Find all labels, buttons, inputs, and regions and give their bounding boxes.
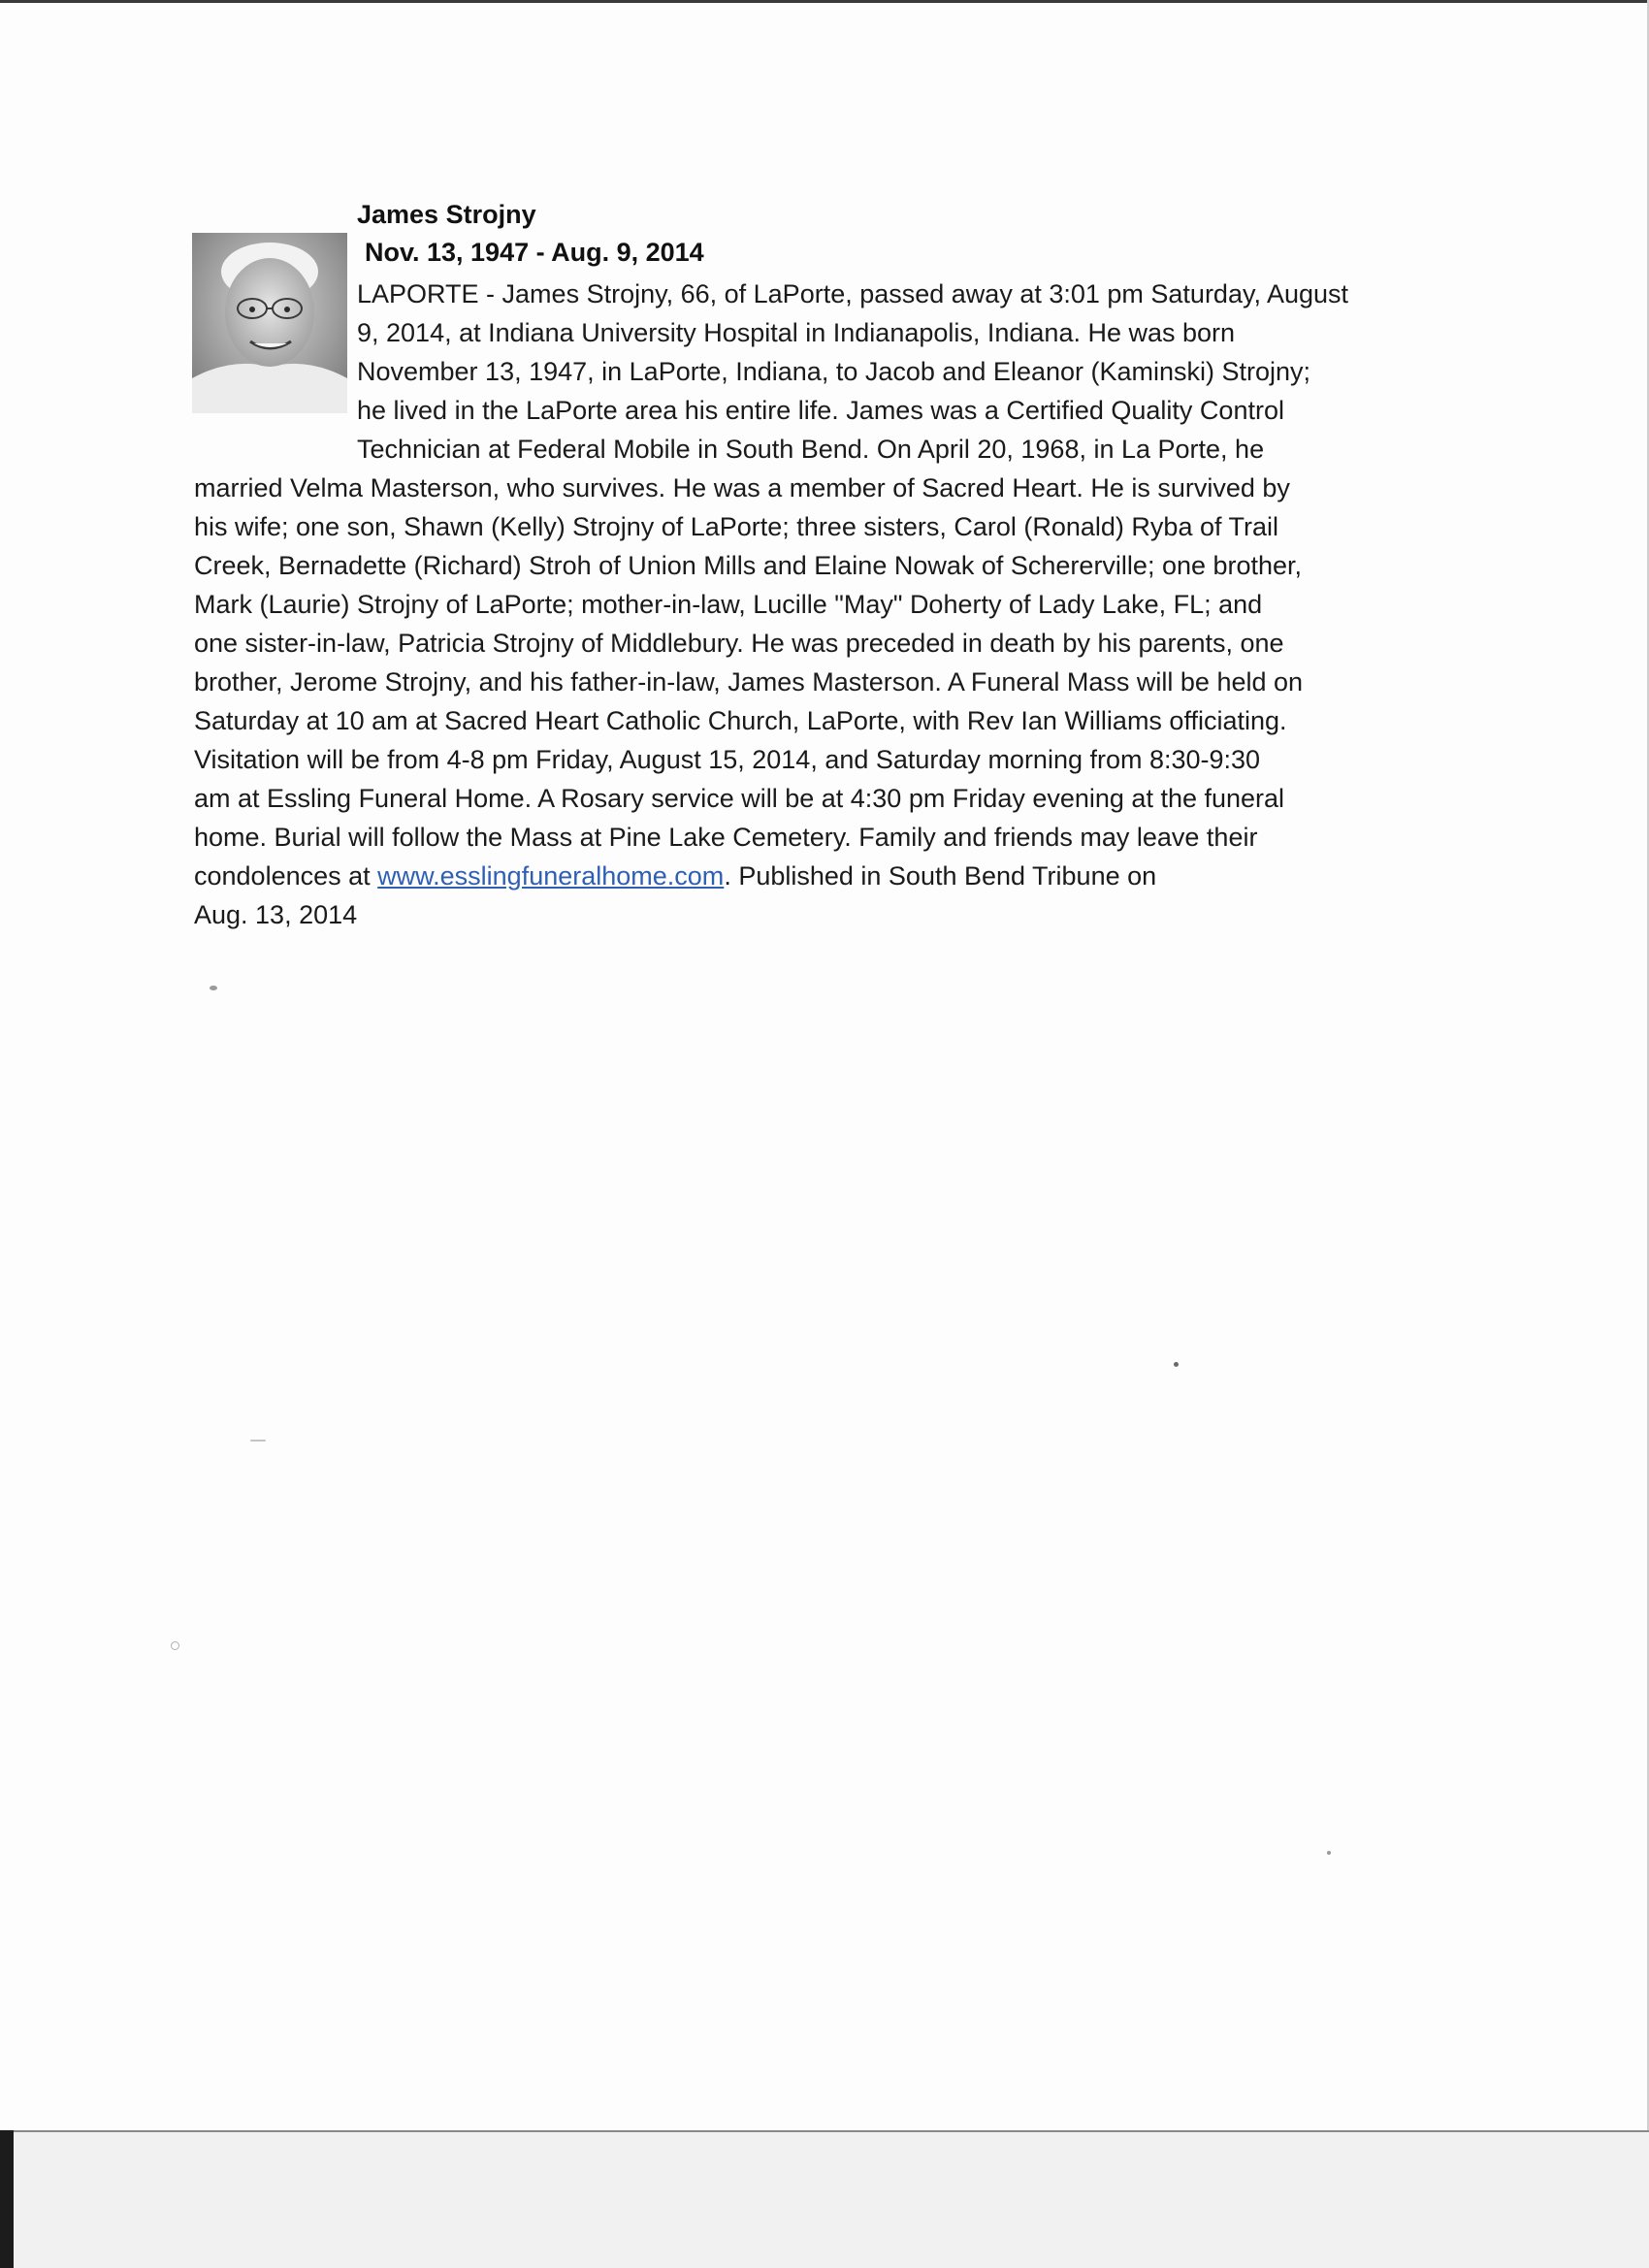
body-line-3: November 13, 1947, in LaPorte, Indiana, to Jacob and Eleanor (Kaminski) Strojny; xyxy=(357,357,1311,386)
scan-speck xyxy=(250,1440,266,1442)
body-line-10: one sister-in-law, Patricia Strojny of Middlebury. He was preceded in death by his parents, one xyxy=(194,629,1284,658)
condolence-suffix: . Published in South Bend Tribune on xyxy=(724,861,1157,891)
body-line-9: Mark (Laurie) Strojny of LaPorte; mother-in-law, Lucille "May" Doherty of Lady Lake, FL; and xyxy=(194,590,1263,619)
condolence-prefix: condolences at xyxy=(194,861,378,891)
portrait-image xyxy=(192,233,347,413)
funeral-home-link[interactable]: www.esslingfuneralhome.com xyxy=(377,861,725,891)
body-line-1: LAPORTE - James Strojny, 66, of LaPorte, passed away at 3:01 pm Saturday, August xyxy=(357,279,1349,308)
published-date: Aug. 13, 2014 xyxy=(194,900,358,929)
scan-speck xyxy=(210,986,217,990)
body-line-12: Saturday at 10 am at Sacred Heart Catholic Church, LaPorte, with Rev Ian Williams officiating. xyxy=(194,706,1287,735)
scan-speck xyxy=(171,1641,179,1650)
body-line-15: home. Burial will follow the Mass at Pine Lake Cemetery. Family and friends may leave their xyxy=(194,823,1258,852)
body-line-8: Creek, Bernadette (Richard) Stroh of Union Mills and Elaine Nowak of Schererville; one brother, xyxy=(194,551,1303,580)
body-line-6: married Velma Masterson, who survives. He was a member of Sacred Heart. He is survived by xyxy=(194,473,1290,502)
scan-speck xyxy=(1174,1362,1179,1367)
obituary-dates: Nov. 13, 1947 - Aug. 9, 2014 xyxy=(365,238,704,267)
body-line-4: he lived in the LaPorte area his entire life. James was a Certified Quality Control xyxy=(357,396,1284,425)
portrait-photo xyxy=(192,233,347,413)
body-line-16 xyxy=(194,859,1156,892)
body-line-7: his wife; one son, Shawn (Kelly) Strojny of LaPorte; three sisters, Carol (Ronald) Ryba of Trail xyxy=(194,512,1278,541)
body-line-13: Visitation will be from 4-8 pm Friday, August 15, 2014, and Saturday morning from 8:30-9:30 xyxy=(194,745,1261,774)
obituary-name: James Strojny xyxy=(357,200,536,229)
body-line-2: 9, 2014, at Indiana University Hospital in Indianapolis, Indiana. He was born xyxy=(357,318,1236,347)
body-line-5: Technician at Federal Mobile in South Bend. On April 20, 1968, in La Porte, he xyxy=(357,435,1265,464)
scan-speck xyxy=(1327,1851,1331,1855)
body-line-11: brother, Jerome Strojny, and his father-in-law, James Masterson. A Funeral Mass will be held on xyxy=(194,667,1304,697)
body-line-14: am at Essling Funeral Home. A Rosary service will be at 4:30 pm Friday evening at the funeral xyxy=(194,784,1285,813)
scan-left-band xyxy=(0,2130,14,2268)
page-top-edge xyxy=(0,0,1649,3)
scan-bottom-band xyxy=(0,2130,1649,2268)
